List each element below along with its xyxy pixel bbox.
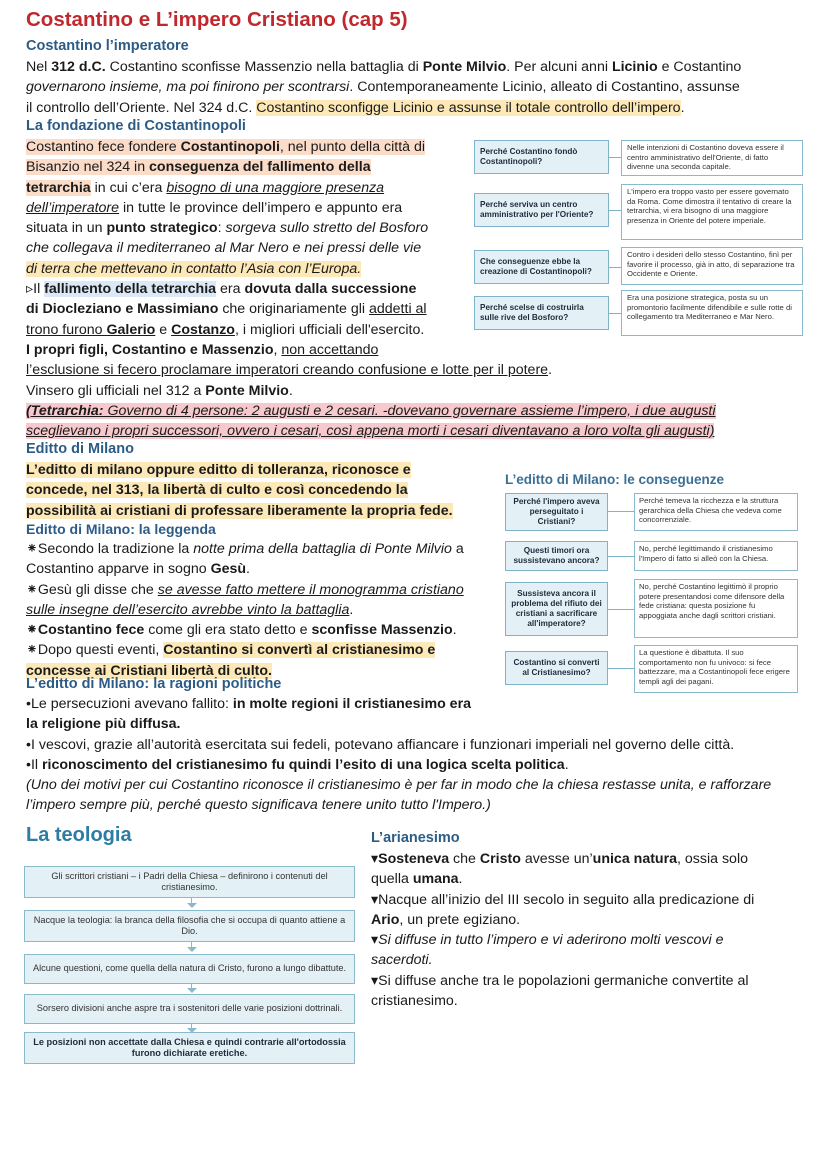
qa-question: Perché Costantino fondò Costantinopoli? — [474, 140, 609, 174]
arrow-down-icon — [187, 947, 197, 952]
qa-connector — [609, 157, 621, 158]
qa-answer: La questione è dibattuta. Il suo comportamento non fu univoco: si fece battezzare, ma a Costantinopoli fece erigere templi agli dei pagani. — [634, 645, 798, 693]
section-heading-imperatore: Costantino l’imperatore — [26, 38, 189, 54]
qa-answer: No, perché legittimando il cristianesimo l'Impero di fatto si alleò con la Chiesa. — [634, 541, 798, 571]
qa-connector — [609, 313, 621, 314]
qa-connector — [608, 668, 634, 669]
section-heading-arianesimo: L’arianesimo — [371, 830, 460, 846]
qa-answer: L'impero era troppo vasto per essere governato da Roma. Come dimostra il tentativo di creare la tetrarchia, vi era bisogno di una maggiore presenza in Oriente del potere imperiale. — [621, 184, 803, 240]
qa-connector — [609, 210, 621, 211]
qa-answer: Era una posizione strategica, posta su un promontorio facilmente difendibile e sulle rotte di collegamento tra Mediterraneo e Mar Nero. — [621, 290, 803, 336]
section-imperatore-text: Nel 312 d.C. Costantino sconfisse Massenzio nella battaglia di Ponte Milvio. Per alcuni anni Licinio e Costantino governarono insieme, ma poi finirono per scontrarsi. Contemporaneamente Licinio, alleato di Costantino, assunse il controllo dell’Oriente. Nel 324 d.C. Costantino sconfigge Licinio e assunse il totale controllo dell’impero. — [26, 59, 742, 116]
section-arianesimo-text: ▾Sosteneva che Cristo avesse un’unica natura, ossia solo quella umana. ▾Nacque all’inizio del III secolo in seguito alla predicazione di Ario, un prete egiziano. ▾Si diffuse in tutto l’impero e vi aderirono molti vescovi e sacerdoti. ▾Si diffuse anche tra le popolazioni germaniche convertite al cristianesimo. — [371, 851, 755, 1010]
page-title: Costantino e L’impero Cristiano (cap 5) — [26, 8, 408, 31]
flow-step: Alcune questioni, come quella della natura di Cristo, furono a lungo dibattute. — [24, 954, 355, 984]
qa-question: Sussisteva ancora il problema del rifiuto dei cristiani a sacrificare all'imperatore? — [505, 582, 608, 636]
qa-connector — [608, 556, 634, 557]
qa-answer: Perché temeva la ricchezza e la struttura gerarchica della Chiesa che vedeva come concorrenziale. — [634, 493, 798, 531]
qa-answer: Contro i desideri dello stesso Costantino, finì per favorire il processo, già in atto, di separazione tra Occidente e Oriente. — [621, 247, 803, 285]
qa-connector — [608, 609, 634, 610]
qa-question: Perché scelse di costruirla sulle rive del Bosforo? — [474, 296, 609, 330]
section-costantinopoli-text: Costantino fece fondere Costantinopoli, nel punto della città di Bisanzio nel 324 in conseguenza del fallimento della tetrarchia in cui c’era bisogno di una maggiore presenza dell’imperatore in tutte le province dell’impero e appunto era situata in un punto strategico: sorgeva sullo stretto del Bosforo che collegava il mediterraneo al Mar Nero e nei pressi delle vie di terra che mettevano in contatto l’Asia con l’Europa. ▹Il fallimento della tetrarchia era dovuta dalla successione di Diocleziano e Massimiano che originariamente gli addetti al trono furono Galerio e Costanzo, i migliori ufficiali dell'esercito. I propri figli, Costantino e Massenzio, non accettando l’esclusione si fecero proclamare imperatori creando confusione e lotte per il potere. Vinsero gli ufficiali nel 312 a Ponte Milvio. (Tetrarchia: Governo di 4 persone: 2 augusti e 2 cesari. -dovevano governare assieme l’impero, i due augusti sceglievano i propri successori, ovvero i cesari, così appena morti i cesari diventavano a loro volta gli augusti) — [26, 139, 716, 440]
qa-question: Costantino si converti al Cristianesimo? — [505, 651, 608, 685]
qa-connector — [609, 267, 621, 268]
qa-connector — [608, 511, 634, 512]
section-heading-editto: Editto di Milano — [26, 441, 134, 457]
section-ragioni-text: •Le persecuzioni avevano fallito: in molte regioni il cristianesimo era la religione più diffusa. •I vescovi, grazie all’autorità esercitata sui fedeli, potevano affiancare i funzionari imperiali nel governo delle città. •Il riconoscimento del cristianesimo fu quindi l’esito di una logica scelta politica. (Uno dei motivi per cui Costantino riconosce il cristianesimo è per far in modo che la chiesa restasse unita, e rafforzare l’impero sempre più, perché questo significava tenere unito tutto l'Impero.) — [26, 696, 772, 814]
section-heading-costantinopoli: La fondazione di Costantinopoli — [26, 118, 246, 134]
qa-question: Perché l'impero aveva perseguitato i Cristiani? — [505, 493, 608, 531]
qa-answer: Nelle intenzioni di Costantino doveva essere il centro amministrativo dell'Oriente, di fatto divenne una seconda capitale. — [621, 140, 803, 176]
arrow-down-icon — [187, 988, 197, 993]
flow-step: Gli scrittori cristiani – i Padri della Chiesa – definirono i contenuti del cristianesimo. — [24, 866, 355, 898]
qa-question: Questi timori ora sussistevano ancora? — [505, 541, 608, 571]
section-heading-ragioni: L’editto di Milano: la ragioni politiche — [26, 676, 282, 692]
section-heading-leggenda: Editto di Milano: la leggenda — [26, 521, 216, 537]
section-heading-teologia: La teologia — [26, 824, 132, 846]
section-heading-conseguenze: L’editto di Milano: le conseguenze — [505, 472, 725, 487]
section-editto-text: L’editto di milano oppure editto di tolleranza, riconosce e concede, nel 313, la libertà di culto e così concedendo la possibilità ai cristiani di professare liberamente la propria fede. — [26, 462, 453, 519]
flow-step: Sorsero divisioni anche aspre tra i sostenitori delle varie posizioni dottrinali. — [24, 994, 355, 1024]
section-leggenda-text: ⁕Secondo la tradizione la notte prima della battaglia di Ponte Milvio a Costantino apparve in sogno Gesù. ⁕Gesù gli disse che se avesse fatto mettere il monogramma cristiano sulle insegne dell’esercito avrebbe vinto la battaglia. ⁕Costantino fece come gli era stato detto e sconfisse Massenzio. ⁕Dopo questi eventi, Costantino si convertì al cristianesimo e concesse ai Cristiani libertà di culto. — [26, 541, 464, 679]
arrow-down-icon — [187, 903, 197, 908]
flow-step: Le posizioni non accettate dalla Chiesa e quindi contrarie all'ortodossia furono dichiarate eretiche. — [24, 1032, 355, 1064]
qa-question: Perché serviva un centro amministrativo per l'Oriente? — [474, 193, 609, 227]
qa-answer: No, perché Costantino legittimò il proprio potere presentandosi come difensore della fede cristiana: questa posizione fu appoggiata anche dagli scrittori cristiani. — [634, 579, 798, 638]
qa-question: Che conseguenze ebbe la creazione di Costantinopoli? — [474, 250, 609, 284]
flow-step: Nacque la teologia: la branca della filosofia che si occupa di quanto attiene a Dio. — [24, 910, 355, 942]
